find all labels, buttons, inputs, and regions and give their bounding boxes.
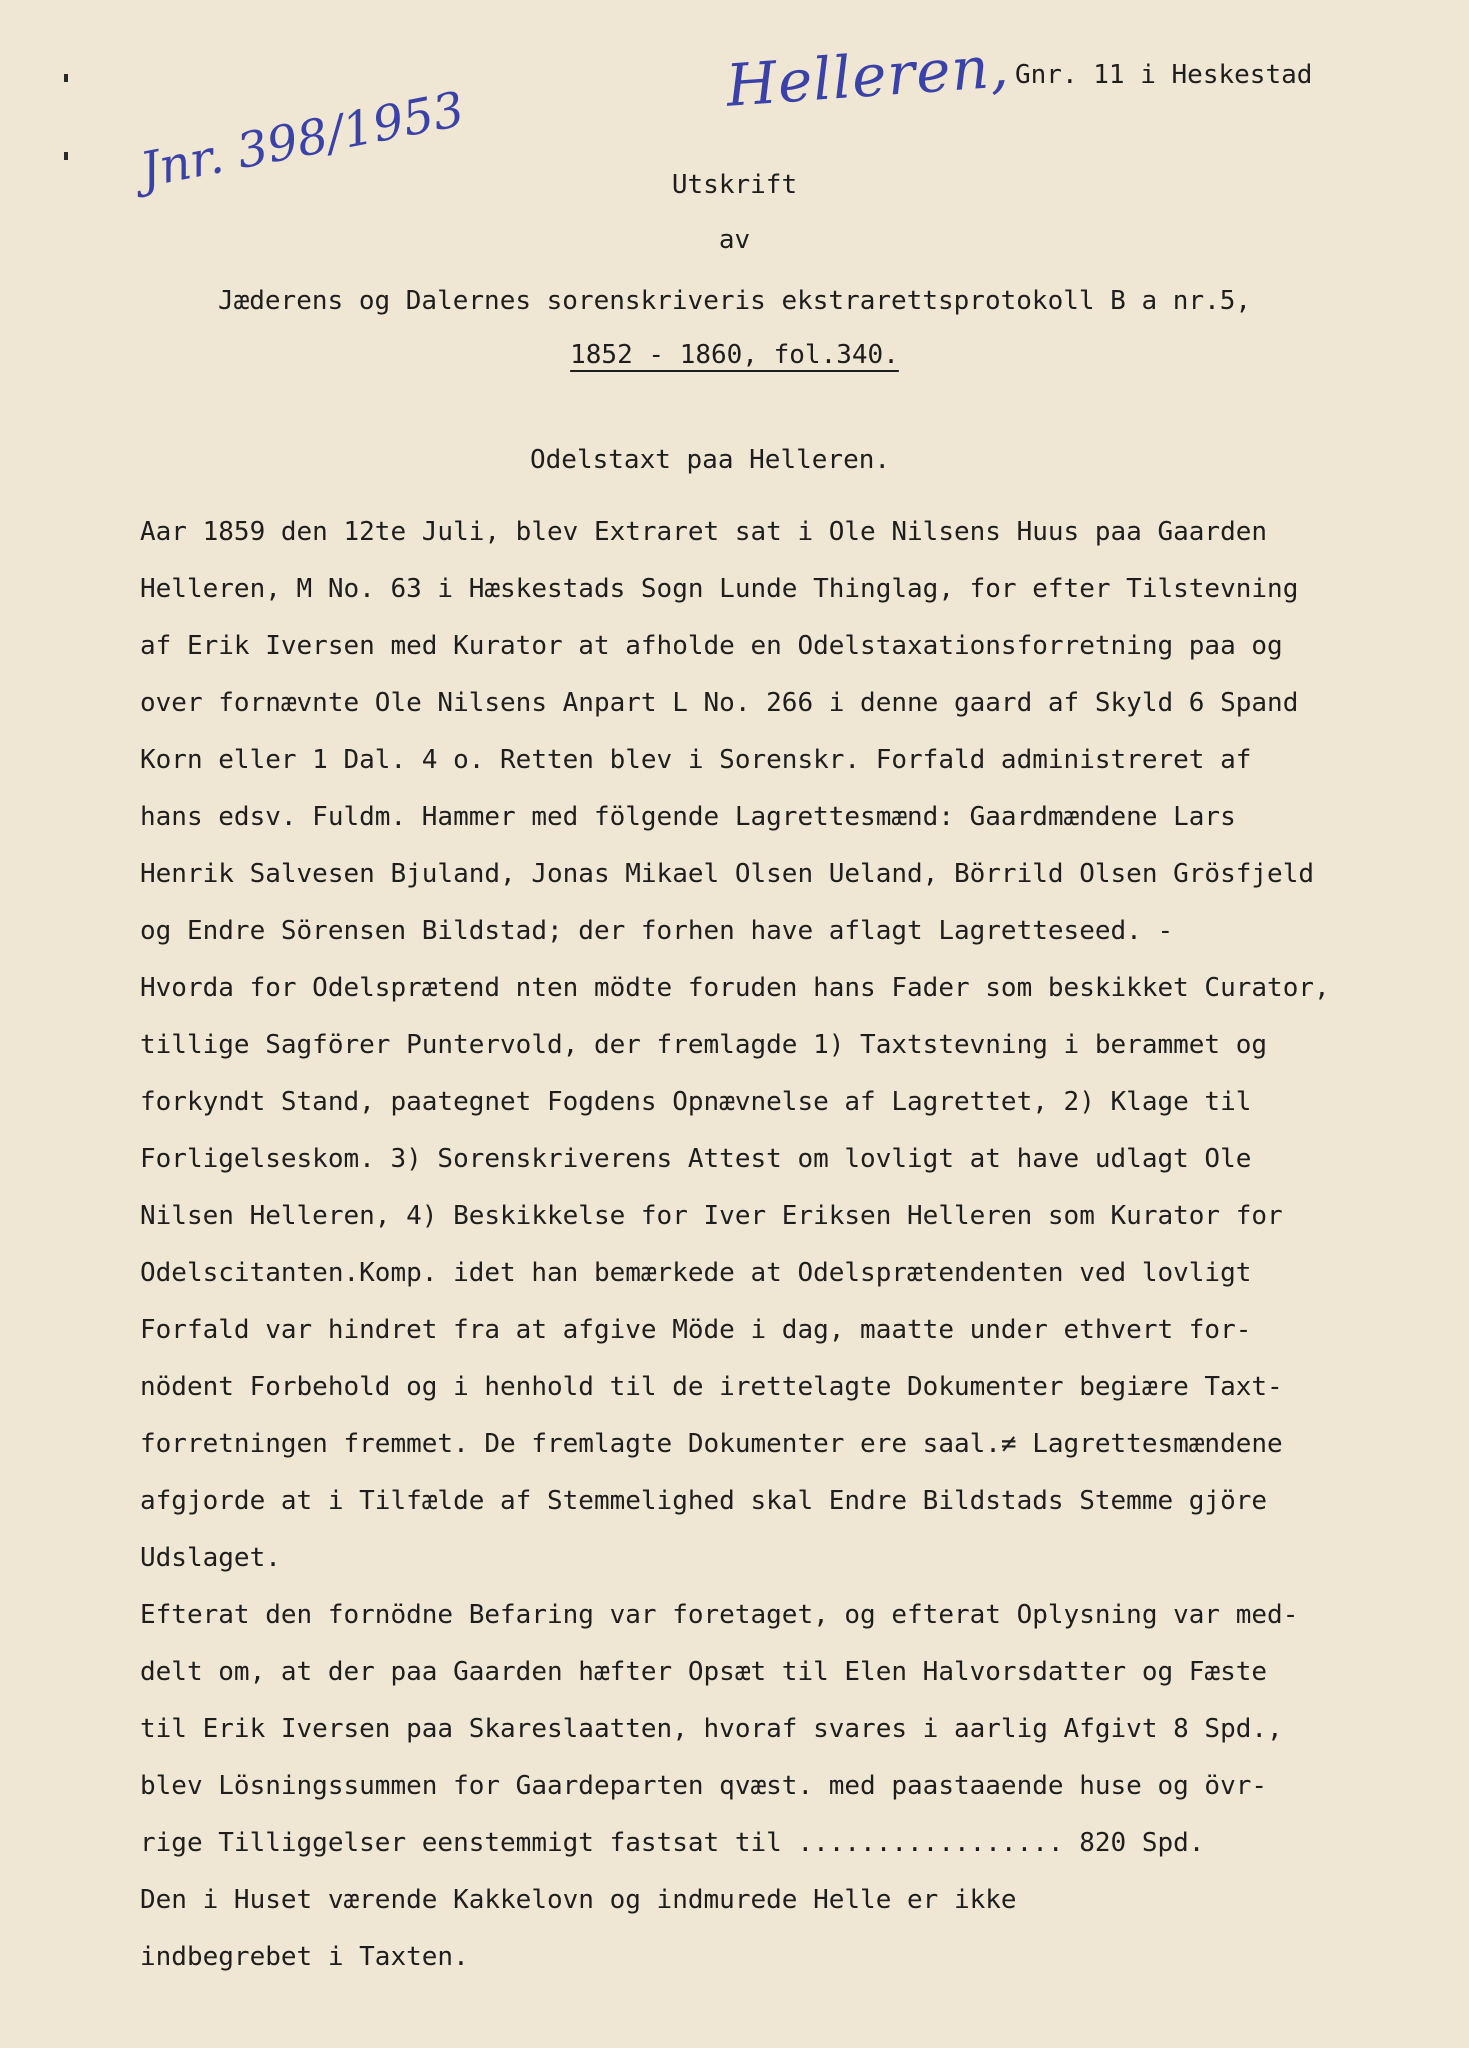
- body-line: rige Tilliggelser eenstemmigt fastsat til ................. 820 Spd.: [140, 1828, 1205, 1858]
- body-line: hans edsv. Fuldm. Hammer med fölgende Lagrettesmænd: Gaardmændene Lars: [140, 802, 1236, 832]
- body-line: Forligelseskom. 3) Sorenskriverens Attest om lovligt at have udlagt Ole: [140, 1144, 1252, 1174]
- heading-line-3: Jæderens og Dalernes sorenskriveris ekstrarettsprotokoll B a nr.5,: [217, 286, 1252, 316]
- body-line: over fornævnte Ole Nilsens Anpart L No. 266 i denne gaard af Skyld 6 Spand: [140, 688, 1299, 718]
- heading-line-4: 1852 - 1860, fol.340.: [570, 340, 899, 370]
- handwritten-title: Helleren,: [723, 32, 1012, 120]
- body-line: forretningen fremmet. De fremlagte Dokumenter ere saal.≠ Lagrettesmændene: [140, 1429, 1283, 1459]
- heading-line-2: av: [718, 225, 751, 255]
- body-text: [140, 504, 1420, 1986]
- body-line: Den i Huset værende Kakkelovn og indmurede Helle er ikke: [140, 1885, 1017, 1915]
- body-line: Helleren, M No. 63 i Hæskestads Sogn Lunde Thinglag, for efter Tilstevning: [140, 574, 1299, 604]
- body-line: Odelscitanten.Komp. idet han bemærkede at Odelsprætendenten ved lovligt: [140, 1258, 1252, 1288]
- body-line: til Erik Iversen paa Skareslaatten, hvoraf svares i aarlig Afgivt 8 Spd.,: [140, 1714, 1283, 1744]
- body-line: Hvorda for Odelsprætend nten mödte foruden hans Fader som beskikket Curator,: [140, 973, 1330, 1003]
- margin-mark-top: [64, 74, 68, 82]
- body-line: delt om, at der paa Gaarden hæfter Opsæt til Elen Halvorsdatter og Fæste: [140, 1657, 1268, 1687]
- body-line: tillige Sagförer Puntervold, der fremlagde 1) Taxtstevning i berammet og: [140, 1030, 1268, 1060]
- body-line: Aar 1859 den 12te Juli, blev Extraret sat i Ole Nilsens Huus paa Gaarden: [140, 517, 1268, 547]
- body-line: Henrik Salvesen Bjuland, Jonas Mikael Olsen Ueland, Börrild Olsen Grösfjeld: [140, 859, 1314, 889]
- body-line: og Endre Sörensen Bildstad; der forhen have aflagt Lagretteseed. -: [140, 916, 1174, 946]
- body-line: Forfald var hindret fra at afgive Möde i dag, maatte under ethvert for-: [140, 1315, 1252, 1345]
- heading-line-1: Utskrift: [671, 170, 798, 200]
- body-line: nödent Forbehold og i henhold til de irettelagte Dokumenter begiære Taxt-: [140, 1372, 1283, 1402]
- margin-mark-bottom: [64, 152, 68, 160]
- body-line: afgjorde at i Tilfælde af Stemmelighed skal Endre Bildstads Stemme gjöre: [140, 1486, 1268, 1516]
- body-line: Korn eller 1 Dal. 4 o. Retten blev i Sorenskr. Forfald administreret af: [140, 745, 1252, 775]
- subheading: Odelstaxt paa Helleren.: [530, 445, 891, 475]
- body-line: Nilsen Helleren, 4) Beskikkelse for Iver Eriksen Helleren som Kurator for: [140, 1201, 1283, 1231]
- body-line: af Erik Iversen med Kurator at afholde en Odelstaxationsforretning paa og: [140, 631, 1283, 661]
- body-line: Efterat den fornödne Befaring var foretaget, og efterat Oplysning var med-: [140, 1600, 1299, 1630]
- body-line: indbegrebet i Taxten.: [140, 1942, 469, 1972]
- body-line: Udslaget.: [140, 1543, 281, 1573]
- farm-number-header: Gnr. 11 i Heskestad: [1015, 60, 1313, 90]
- body-line: blev Lösningssummen for Gaardeparten qvæst. med paastaaende huse og övr-: [140, 1771, 1268, 1801]
- handwritten-journal-number: Jnr. 398/1953: [135, 81, 469, 199]
- body-line: forkyndt Stand, paategnet Fogdens Opnævnelse af Lagrettet, 2) Klage til: [140, 1087, 1252, 1117]
